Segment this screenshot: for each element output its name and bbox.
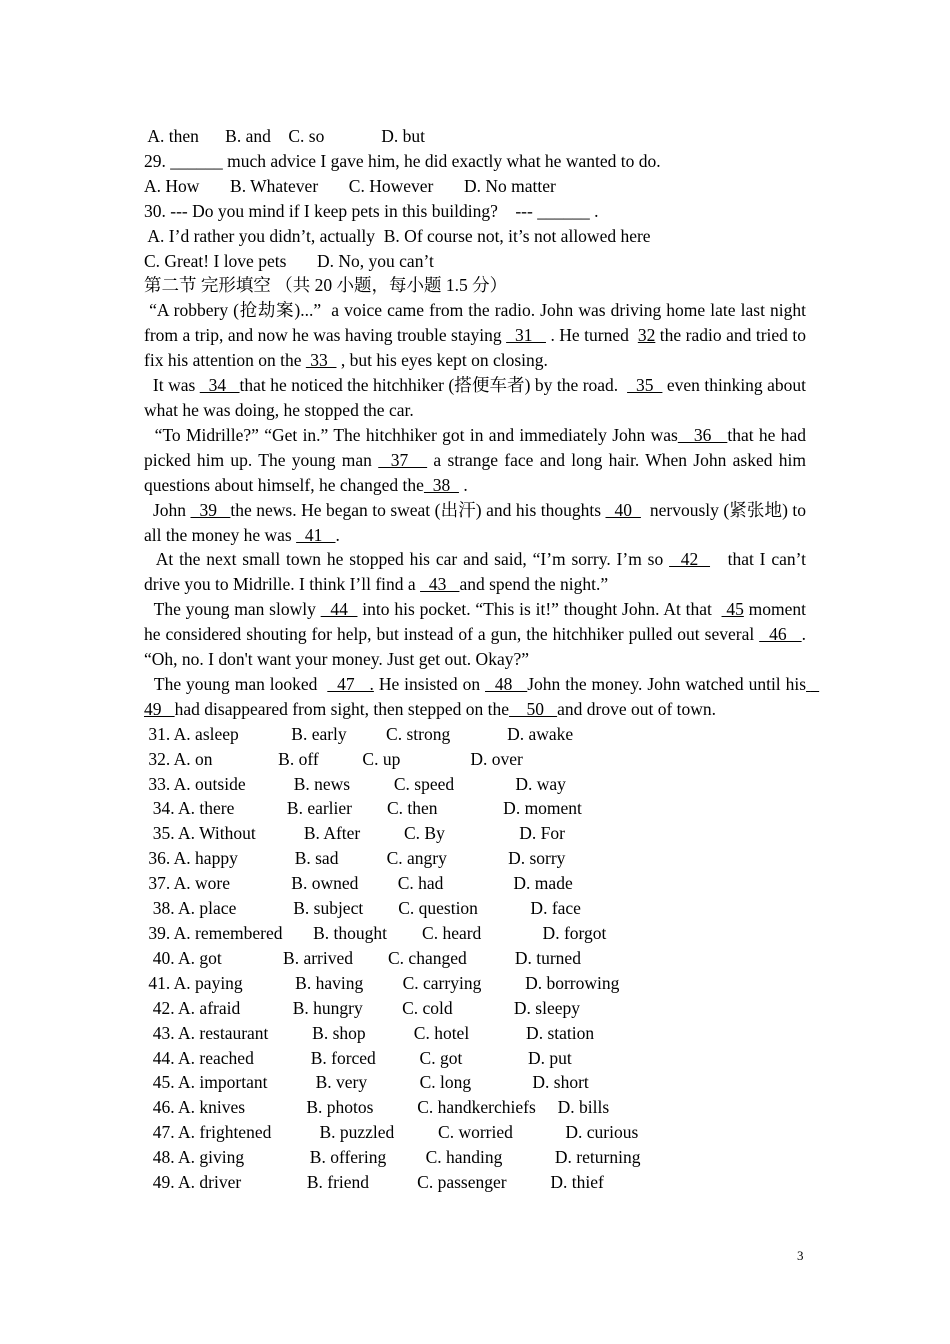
blank: 38 — [423, 474, 459, 495]
passage-text: and drove out of town. — [557, 698, 717, 719]
passage-paragraph — [144, 498, 811, 548]
option-line: 48. A. giving B. offering C. handing D. returning — [144, 1147, 641, 1168]
passage-text: into his pocket. “This is it!” thought John. At that — [357, 599, 722, 620]
passage-text: He insisted on — [373, 673, 486, 694]
option-line: 38. A. place B. subject C. question D. face — [144, 898, 581, 919]
blank: 33 — [305, 350, 337, 371]
passage-text: John the money. John watched until his — [527, 673, 807, 694]
passage-paragraph — [144, 672, 820, 722]
passage-text: had disappeared from sight, then stepped on the — [174, 698, 509, 719]
blank: 34 — [199, 375, 240, 396]
blank: 41 — [296, 524, 336, 545]
section-title: 第二节 完形填空 （共 20 小题，每小题 1.5 分） — [144, 275, 508, 296]
option-line: 33. A. outside B. news C. speed D. way — [144, 773, 566, 794]
passage-text: moment he considered shouting for help, but instead of a gun, the hitchhiker pulled out several — [144, 599, 811, 645]
option-line: 36. A. happy B. sad C. angry D. sorry — [144, 848, 566, 869]
blank: 46 — [759, 624, 802, 645]
blank: 40 — [605, 499, 641, 520]
option-line: 41. A. paying B. having C. carrying D. borrowing — [144, 972, 620, 993]
passage-text: nervously (紧张地) to all the money he was — [144, 499, 811, 545]
option-line: 46. A. knives B. photos C. handkerchiefs D. bills — [144, 1097, 610, 1118]
option-line: 34. A. there B. earlier C. then D. moment — [144, 798, 582, 819]
passage-text: It was — [144, 375, 200, 396]
passage-text: the news. He began to sweat (出汗) and his thoughts — [230, 499, 606, 520]
passage-paragraph — [144, 597, 811, 672]
passage-text: that I can’t drive you to Midrille. I think I’ll find a — [144, 549, 811, 595]
passage-text: John — [144, 499, 191, 520]
question-line: A. How B. Whatever C. However D. No matter — [144, 175, 556, 196]
page-number: 3 — [797, 1248, 804, 1263]
passage-paragraph — [144, 423, 811, 498]
passage-text: . He turned — [545, 325, 638, 346]
passage-text: “A robbery (抢劫案)...” a voice came from the radio. John was driving home late last night from a trip, and now he was having trouble staying — [144, 300, 811, 346]
option-line: 39. A. remembered B. thought C. heard D. forgot — [144, 923, 607, 943]
option-line: 40. A. got B. arrived C. changed D. turned — [144, 947, 581, 968]
passage-text: At the next small town he stopped his car and said, “I’m sorry. I’m so — [144, 549, 670, 570]
cloze-options — [144, 722, 806, 1195]
passage-paragraph — [144, 373, 811, 423]
passage-text: the radio and tried to fix his attention on the — [144, 325, 811, 371]
passage-paragraph — [144, 547, 811, 597]
question-line: C. Great! I love pets D. No, you can’t — [144, 250, 434, 271]
option-line: 43. A. restaurant B. shop C. hotel D. station — [144, 1022, 595, 1043]
blank: 42 — [669, 549, 711, 570]
multiple-choice-block — [144, 124, 806, 273]
option-line: 45. A. important B. very C. long D. short — [144, 1072, 589, 1093]
blank: 48 — [485, 673, 528, 694]
blank: 43 — [420, 574, 460, 595]
blank: 50 — [508, 698, 558, 719]
passage-text: The young man slowly — [144, 599, 321, 620]
blank: 37 — [378, 449, 428, 470]
blank: 49 — [144, 673, 820, 719]
passage-text: that he noticed the hitchhiker (搭便车者) by the road. — [239, 375, 628, 396]
blank: 35 — [627, 375, 663, 396]
passage-text: . “Oh, no. I don't want your money. Just get out. Okay?” — [144, 624, 811, 670]
passage-text: even thinking about what he was doing, he stopped the car. — [144, 375, 811, 420]
passage-text: and spend the night.” — [459, 574, 609, 595]
passage-text: that he had picked him up. The young man — [144, 424, 811, 470]
blank: 39 — [190, 499, 231, 520]
question-line: A. I’d rather you didn’t, actually B. Of course not, it’s not allowed here — [144, 225, 651, 246]
blank: 47 . — [327, 673, 374, 694]
option-line: 42. A. afraid B. hungry C. cold D. sleepy — [144, 997, 580, 1018]
blank: 31 — [506, 325, 546, 346]
question-line: 30. --- Do you mind if I keep pets in this building? --- ______ . — [144, 200, 599, 221]
option-line: 32. A. on B. off C. up D. over — [144, 748, 523, 769]
option-line: 44. A. reached B. forced C. got D. put — [144, 1047, 572, 1068]
blank: 44 — [320, 599, 358, 620]
option-line: 49. A. driver B. friend C. passenger D. thief — [144, 1172, 604, 1193]
cloze-passage — [144, 298, 820, 721]
question-line: 29. ______ much advice I gave him, he did exactly what he wanted to do. — [144, 150, 661, 171]
question-line: A. then B. and C. so D. but — [144, 126, 425, 146]
blank: 36 — [677, 424, 728, 445]
option-line: 37. A. wore B. owned C. had D. made — [144, 873, 573, 894]
passage-text: The young man looked — [144, 673, 328, 694]
blank: 45 — [721, 599, 744, 620]
passage-text: . — [458, 474, 468, 495]
option-line: 35. A. Without B. After C. By D. For — [144, 823, 565, 844]
blank: 32 — [637, 325, 656, 346]
document-page — [144, 124, 820, 1195]
passage-text: , but his eyes kept on closing. — [336, 350, 548, 371]
passage-text: . — [335, 524, 340, 545]
passage-text: a strange face and long hair. When John asked him questions about himself, he changed the — [144, 449, 811, 495]
option-line: 31. A. asleep B. early C. strong D. awake — [144, 723, 574, 744]
passage-text: “To Midrille?” “Get in.” The hitchhiker got in and immediately John was — [144, 424, 678, 445]
passage-paragraph — [144, 298, 811, 373]
option-line: 47. A. frightened B. puzzled C. worried D. curious — [144, 1122, 639, 1143]
